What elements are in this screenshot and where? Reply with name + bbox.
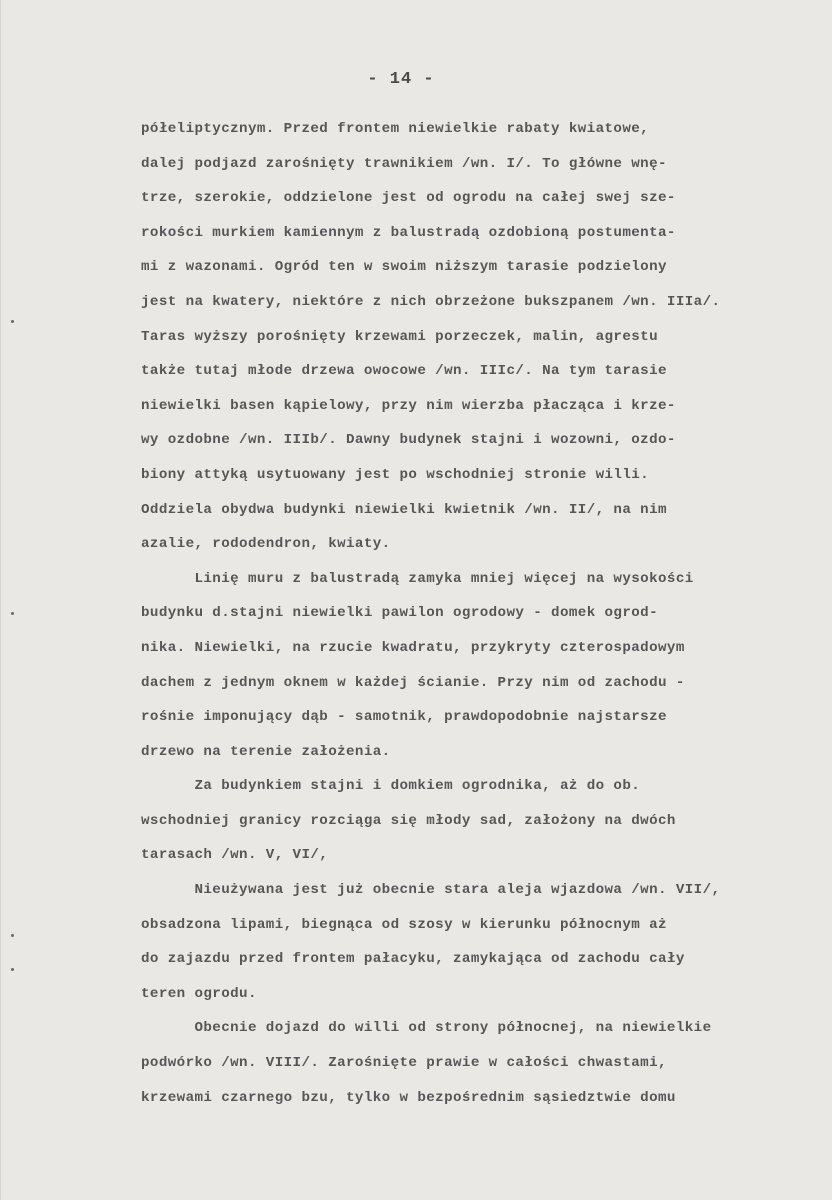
text-line: Nieużywana jest już obecnie stara aleja wjazdowa /wn. VII/, — [141, 882, 721, 899]
text-line: nika. Niewielki, na rzucie kwadratu, przykryty czterospadowym — [141, 639, 685, 656]
text-line: dachem z jednym oknem w każdej ścianie. Przy nim od zachodu - — [141, 674, 685, 691]
text-line: trze, szerokie, oddzielone jest od ogrodu na całej swej sze- — [141, 190, 676, 207]
text-line: drzewo na terenie założenia. — [141, 743, 391, 760]
text-line: krzewami czarnego bzu, tylko w bezpośrednim sąsiedztwie domu — [141, 1089, 676, 1106]
text-line: rokości murkiem kamiennym z balustradą ozdobioną postumenta- — [141, 224, 676, 241]
margin-dot — [11, 320, 14, 323]
body-text — [141, 112, 831, 1115]
text-line: do zajazdu przed frontem pałacyku, zamykająca od zachodu cały — [141, 951, 685, 968]
margin-dot — [11, 612, 14, 615]
text-line: rośnie imponujący dąb - samotnik, prawdopodobnie najstarsze — [141, 709, 667, 726]
text-line: także tutaj młode drzewa owocowe /wn. IIIc/. Na tym tarasie — [141, 363, 667, 380]
margin-dot — [11, 968, 14, 971]
text-line: wschodniej granicy rozciąga się młody sad, założony na dwóch — [141, 812, 676, 829]
text-line: Linię muru z balustradą zamyka mniej więcej na wysokości — [141, 570, 694, 587]
text-line: budynku d.stajni niewielki pawilon ogrodowy - domek ogrod- — [141, 605, 659, 622]
text-line: półeliptycznym. Przed frontem niewielkie rabaty kwiatowe, — [141, 121, 650, 137]
text-line: podwórko /wn. VIII/. Zarośnięte prawie w całości chwastami, — [141, 1055, 667, 1072]
text-line: Za budynkiem stajni i domkiem ogrodnika, aż do ob. — [141, 778, 641, 795]
text-line: Taras wyższy porośnięty krzewami porzeczek, malin, agrestu — [141, 328, 659, 345]
text-line: wy ozdobne /wn. IIIb/. Dawny budynek stajni i wozowni, ozdo- — [141, 432, 676, 449]
text-line: mi z wazonami. Ogród ten w swoim niższym tarasie podzielony — [141, 259, 667, 276]
text-line: obsadzona lipami, biegnąca od szosy w kierunku północnym aż — [141, 916, 667, 933]
text-line: azalie, rododendron, kwiaty. — [141, 536, 391, 553]
text-line: tarasach /wn. V, VI/, — [141, 847, 329, 864]
text-line: teren ogrodu. — [141, 985, 257, 1002]
margin-dot — [11, 934, 14, 937]
text-line: dalej podjazd zarośnięty trawnikiem /wn. I/. To główne wnę- — [141, 155, 667, 172]
text-line: niewielki basen kąpielowy, przy nim wierzba płacząca i krze- — [141, 397, 676, 414]
page-number: - 14 - — [367, 70, 435, 89]
text-line: Oddziela obydwa budynki niewielki kwietnik /wn. II/, na nim — [141, 501, 667, 518]
text-line: Obecnie dojazd do willi od strony północnej, na niewielkie — [141, 1020, 712, 1037]
text-line: biony attyką usytuowany jest po wschodniej stronie willi. — [141, 466, 650, 483]
text-line: jest na kwatery, niektóre z nich obrzeżone bukszpanem /wn. IIIa/. — [141, 293, 721, 310]
